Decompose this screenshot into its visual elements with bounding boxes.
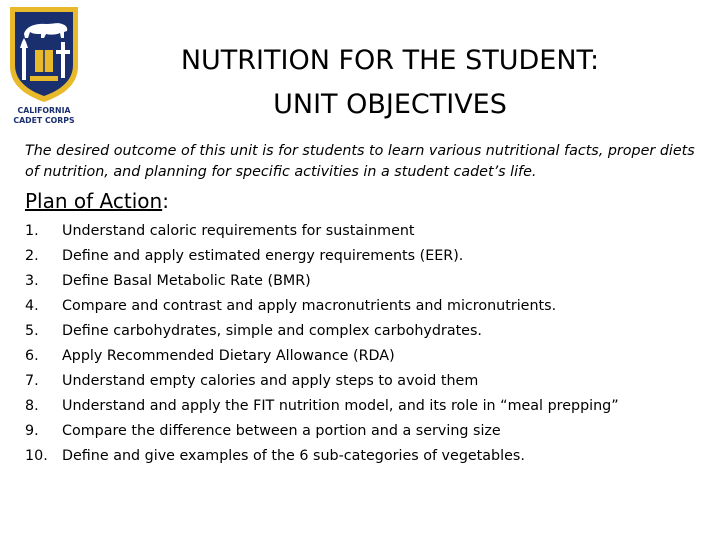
plan-heading-colon: :	[162, 189, 169, 213]
logo-text-line1: CALIFORNIA	[17, 106, 71, 115]
list-item	[25, 419, 715, 444]
list-item	[25, 394, 715, 419]
page-title-line2: UNIT OBJECTIVES	[273, 89, 507, 120]
item-number: 10.	[25, 448, 48, 464]
item-number: 7.	[25, 373, 39, 389]
item-text: Understand and apply the FIT nutrition model, and its role in “meal prepping”	[62, 398, 619, 414]
item-text: Compare and contrast and apply macronutrients and micronutrients.	[62, 298, 557, 314]
item-text: Define carbohydrates, simple and complex carbohydrates.	[62, 323, 482, 339]
item-text: Define and give examples of the 6 sub-categories of vegetables.	[62, 448, 525, 464]
list-item	[25, 319, 715, 344]
item-number: 1.	[25, 223, 39, 239]
item-text: Define Basal Metabolic Rate (BMR)	[62, 273, 311, 289]
intro-paragraph: The desired outcome of this unit is for students to learn various nutritional facts, proper diets of nutrition, and planning for specific activities in a student cadet’s life.	[25, 143, 695, 180]
california-cadet-corps-logo	[6, 4, 82, 126]
item-text: Define and apply estimated energy requirements (EER).	[62, 248, 464, 264]
item-number: 6.	[25, 348, 39, 364]
item-number: 8.	[25, 398, 39, 414]
list-item	[25, 369, 715, 394]
page-title-line1: NUTRITION FOR THE STUDENT:	[180, 45, 600, 76]
item-text: Compare the difference between a portion and a serving size	[62, 423, 501, 439]
list-item	[25, 244, 715, 269]
item-number: 3.	[25, 273, 39, 289]
item-text: Understand caloric requirements for sustainment	[62, 223, 415, 239]
item-number: 9.	[25, 423, 39, 439]
item-text: Apply Recommended Dietary Allowance (RDA)	[62, 348, 395, 364]
list-item	[25, 344, 715, 369]
list-item	[25, 444, 715, 469]
logo-text-line2: CADET CORPS	[13, 116, 75, 125]
list-item	[25, 269, 715, 294]
plan-of-action-heading	[25, 186, 169, 216]
item-number: 5.	[25, 323, 39, 339]
objectives-list	[25, 219, 715, 469]
item-text: Understand empty calories and apply steps to avoid them	[62, 373, 479, 389]
item-number: 2.	[25, 248, 39, 264]
list-item	[25, 294, 715, 319]
plan-heading-label: Plan of Action	[25, 189, 163, 213]
list-item	[25, 219, 715, 244]
item-number: 4.	[25, 298, 39, 314]
